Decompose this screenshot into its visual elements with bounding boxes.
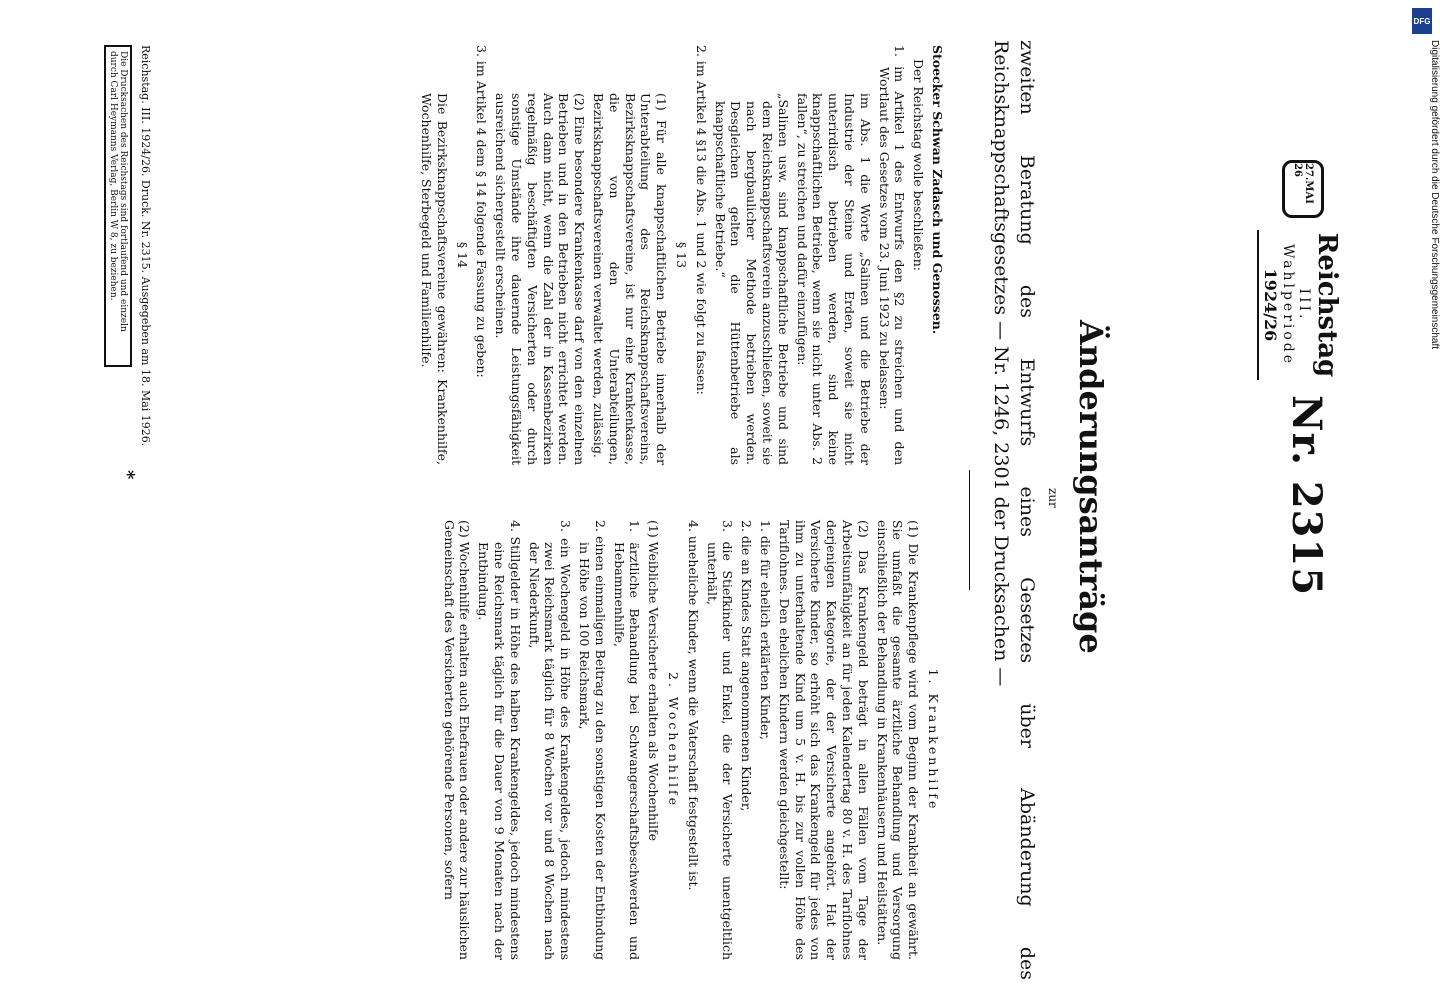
motion-item-1: 1. im Artikel 1 des Entwurfs den §2 zu streichen und den Wortlaut des Gesetzes vom 23. Juni 1923 zu belassen: [876,45,908,465]
motion-item-2: 2. im Artikel 4 §13 die Abs. 1 und 2 wie folgt zu fassen: [693,45,709,395]
section-14-text: Die Bezirksknappschaftsvereine gewähren: Krankenhilfe, Wochenhilfe, Sterbegeld und Familienhilfe. [419,93,450,465]
reichstag-header [1257,230,1342,380]
wochenhilfe-heading: 2. Wochenhilfe [666,672,682,808]
received-stamp: 27.MAI 26 [1282,160,1324,218]
krankenhilfe-para-2: (2) Das Krankengeld beträgt in allen Fällen vom Tage der Arbeitsunfähigkeit an für jeden Kalendertag 80 v. H. des Tariflohnes derjenigen Kategorie, der der Versicherte angehört. Hat der Versicherte Kinder, so erhöht sich das Krankengeld für jedes von ihm zu unterhaltende Kind um 5 v. H. bis zur vollen Höhe des Tariflohnes. Den ehelichen Kindern werden gleichgestellt: [776,520,871,960]
authors: Stoecker Schwan Zadasch und Genossen. [930,45,945,335]
right-column [438,520,945,960]
page-title: Änderungsanträge [1072,320,1110,654]
section-13-heading: § 13 [674,241,690,269]
star-mark: * [117,470,138,480]
document-number: Nr. 2315 [1283,395,1330,597]
section-13-para-1: (1) Für alle knappschaftlichen Betriebe innerhalb der Unterabteilung des Reichsknappschaftsvereins, Bezirksknappschaftsvereine, ist nur eine Krankenkasse, die von den Unterabteilungen, Bezirksknappschaftsvereinen verwaltet werden, zulässig. [591,93,670,465]
krankenhilfe-para-1: (1) Die Krankenpflege wird vom Beginn der Krankheit an gewährt. Sie umfaßt die gesamte ärztliche Behandlung und Versorgung einschließlich der Behandlung in Krankenhäusern und Heilstätten. [874,520,922,960]
motion-item-1-text: im Abs. 1 die Worte „Salinen und die Betriebe der Industrie der Steine und Erden, soweit sie nicht unterirdisch betrieben werden, sind keine knappschaftlichen Betriebe, wenn sie nicht unter Abs. 2 fallen“, zu streichen und dafür einzufügen: [794,93,873,465]
footer-notice-box: Die Drucksachen des Reichstags sind fortlaufend und einzeln durch Carl Heymanns Verlag, Berlin W 8, zu beziehen. [104,45,132,367]
reichstag-label: Reichstag [1312,232,1342,378]
wochenhilfe-para-1: (1) Weibliche Versicherte erhalten als Wochenhilfe [646,520,662,842]
years-label: 1924/26 [1257,230,1280,380]
wochenhilfe-para-2: (2) Wochenhilfe erhalten auch Ehefrauen oder andere zur häuslichen Gemeinschaft des Versicherten gehörende Personen, sofern [441,520,473,960]
footer-line: Reichstag. III. 1924/26. Druck. Nr. 2315. Ausgegeben am 18. Mai 1926. [139,45,152,447]
digitization-credit: Digitalisierung gefördert durch die Deutsche Forschungsgemeinschaft [1429,40,1440,350]
krankenhilfe-heading: 1. Krankenhilfe [926,668,941,812]
section-13-para-2: (2) Eine besondere Krankenkasse darf von den einzelnen Betrieben und in den Betrieben nicht errichtet werden. Auch dann nicht, wenn die Zahl der in Kassenbezirken regelmäßig beschäftigten Versicherten oder durch sonstige Umstände ihre dauernde Leistungsfähigkeit ausreichend sichergestellt erscheinen. [493,93,588,465]
list-item: 3. die Stiefkinder und Enkel, die der Versicherte unentgeltlich unterhält, [704,520,736,960]
page-subtitle: zweiten Beratung des Entwurfs eines Gesetzes über Abänderung des Reichsknappschaftsgesetzes — Nr. 1246, 2301 der Drucksachen — [990,40,1038,980]
list-item: 4. Stillgelder in Höhe des halben Krankengeldes, jedoch mindestens eine Reichsmark täglich für die Dauer von 9 Monaten nach der Entbindung. [476,520,523,960]
section-14-heading: § 14 [454,241,470,269]
wahlperiode-label: III. Wahlperiode [1280,243,1312,367]
divider [969,470,970,590]
list-item: 4. uneheliche Kinder, wenn die Vaterschaft festgestellt ist. [685,520,701,891]
list-item: 1. die für ehelich erklärten Kinder, [758,520,774,740]
motion-item-1-quote: „Salinen usw. sind knappschaftliche Betriebe und sind dem Reichsknappschaftsverein anzuschließen, soweit sie nach bergbaulicher Methode betrieben werden. Desgleichen gelten die Hüttenbetriebe als knappschaftliche Betriebe.“ [712,93,791,465]
dfg-logo-icon: DFG [1412,8,1432,34]
list-item: 2. einen einmaligen Beitrag zu den sonstigen Kosten der Entbindung in Höhe von 100 Reichsmark, [577,520,608,960]
list-item: 3. ein Wochengeld in Höhe des Krankengeldes, jedoch mindestens zwei Reichsmark täglich für 8 Wochen vor und 8 Wochen nach der Niederkunft, [526,520,574,960]
list-item: 2. die an Kindes Statt angenommenen Kinder, [739,520,755,812]
title-connector: zur [1046,488,1060,508]
motion-intro: Der Reichstag wolle beschließen: [911,59,927,271]
left-column [415,45,945,465]
motion-item-3: 3. im Artikel 4 dem § 14 folgende Fassung zu geben: [474,45,490,378]
list-item: 1. ärztliche Behandlung bei Schwangerschaftsbeschwerden und Hebammenhilfe, [611,520,643,960]
